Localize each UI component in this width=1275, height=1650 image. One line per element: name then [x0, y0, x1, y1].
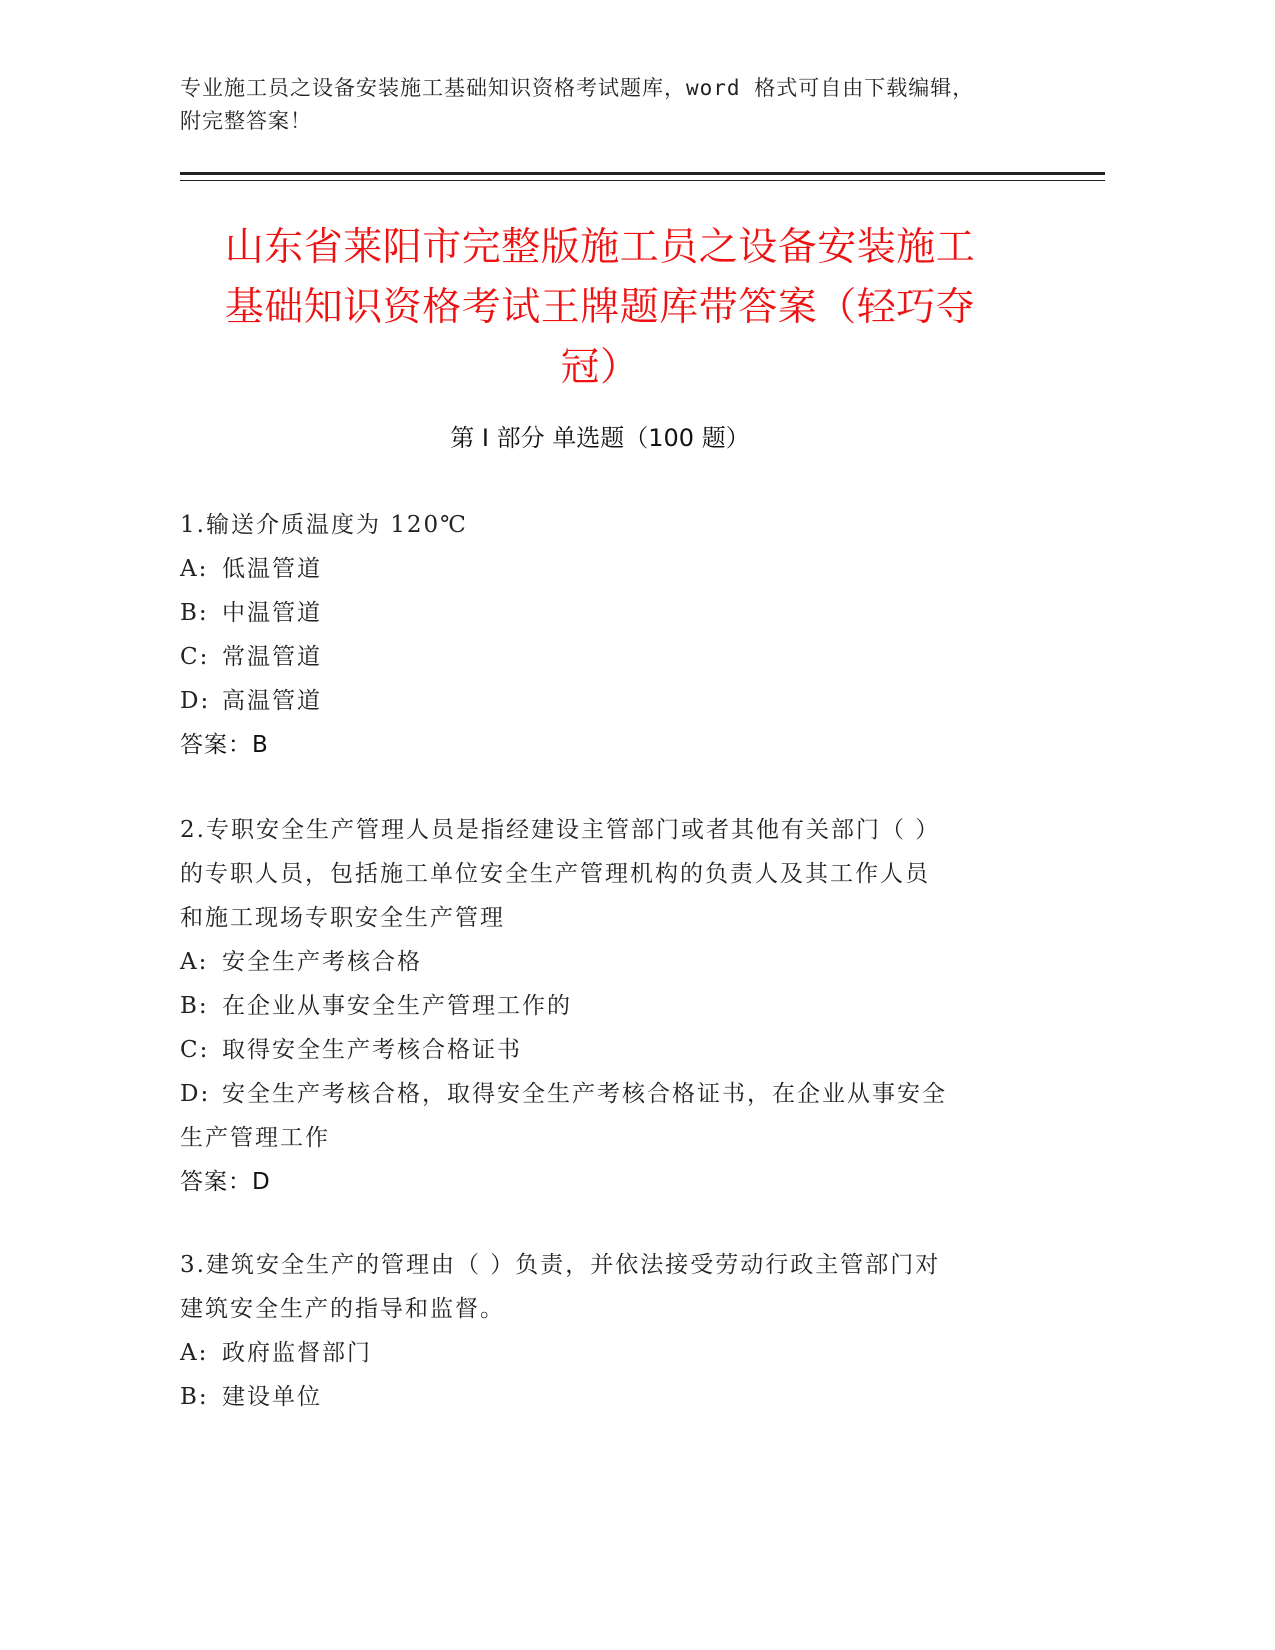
option-letter: D: — [180, 688, 211, 714]
document-title-line: 冠） — [560, 345, 640, 390]
option-b — [180, 1375, 1040, 1419]
answer-line: 答案：B — [180, 732, 269, 758]
option-text: 取得安全生产考核合格证书 — [222, 1037, 522, 1063]
question-stem: 的专职人员，包括施工单位安全生产管理机构的负责人及其工作人员 — [180, 861, 930, 887]
question-stem: 3.建筑安全生产的管理由（ ）负责，并依法接受劳动行政主管部门对 — [180, 1252, 941, 1278]
option-letter: B: — [180, 993, 209, 1019]
option-text: 中温管道 — [222, 600, 322, 626]
option-letter: A: — [180, 949, 209, 975]
option-letter: A: — [180, 1340, 209, 1366]
question-stem: 和施工现场专职安全生产管理 — [180, 905, 505, 931]
option-a — [180, 547, 1040, 591]
question-3 — [180, 1243, 1040, 1419]
option-text: 低温管道 — [222, 556, 322, 582]
option-letter: B: — [180, 1384, 209, 1410]
question-1 — [180, 503, 1040, 767]
option-b — [180, 984, 1040, 1028]
option-letter: C: — [180, 1037, 210, 1063]
option-text: 建设单位 — [222, 1384, 322, 1410]
option-letter: B: — [180, 600, 209, 626]
question-stem: 建筑安全生产的指导和监督。 — [180, 1296, 505, 1322]
option-text: 安全生产考核合格，取得安全生产考核合格证书，在企业从事安全 — [222, 1081, 947, 1107]
header-note-line: 附完整答案！ — [180, 109, 312, 133]
header-divider-thin — [180, 180, 1105, 181]
document-title — [170, 218, 1030, 398]
option-text: 在企业从事安全生产管理工作的 — [222, 993, 572, 1019]
option-a — [180, 1331, 1040, 1375]
option-d — [180, 1072, 1040, 1116]
header-note — [180, 72, 1040, 138]
option-c — [180, 1028, 1040, 1072]
option-text: 政府监督部门 — [222, 1340, 372, 1366]
option-c — [180, 635, 1040, 679]
header-note-line: 专业施工员之设备安装施工基础知识资格考试题库，word 格式可自由下载编辑， — [180, 76, 975, 100]
document-title-line: 山东省莱阳市完整版施工员之设备安装施工 — [224, 225, 976, 270]
option-b — [180, 591, 1040, 635]
option-d-continued: 生产管理工作 — [180, 1125, 330, 1151]
section-title: 第 I 部分 单选题（100 题） — [450, 424, 750, 452]
option-a — [180, 940, 1040, 984]
question-stem: 1.输送介质温度为 120℃ — [180, 512, 468, 538]
question-2 — [180, 808, 1040, 1204]
option-text: 常温管道 — [222, 644, 322, 670]
document-title-line: 基础知识资格考试王牌题库带答案（轻巧夺 — [224, 285, 976, 330]
option-d — [180, 679, 1040, 723]
question-stem: 2.专职安全生产管理人员是指经建设主管部门或者其他有关部门（ ） — [180, 817, 941, 843]
option-letter: A: — [180, 556, 209, 582]
option-text: 安全生产考核合格 — [222, 949, 422, 975]
header-divider-thick — [180, 172, 1105, 175]
option-letter: C: — [180, 644, 210, 670]
option-text: 高温管道 — [222, 688, 322, 714]
answer-line: 答案：D — [180, 1169, 271, 1195]
option-letter: D: — [180, 1081, 211, 1107]
